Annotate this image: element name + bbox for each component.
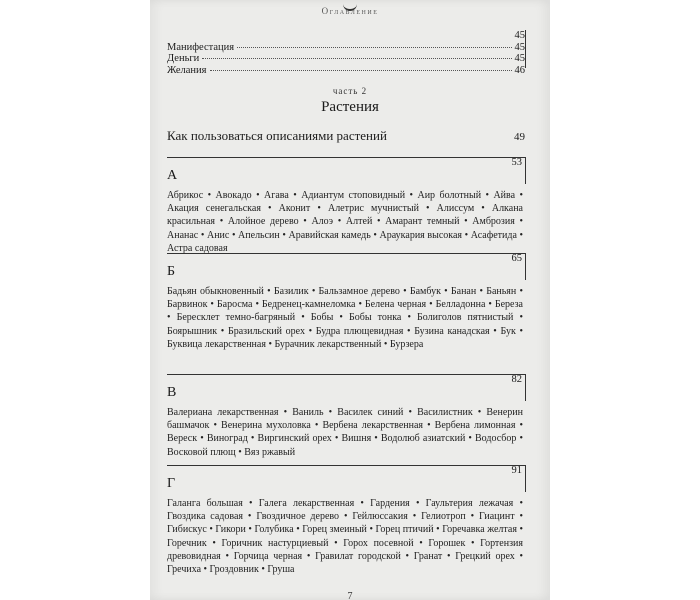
toc-row[interactable] (167, 53, 525, 65)
section-bracket (167, 374, 526, 401)
section-entries: Валериана лекарственная • Ваниль • Василек синий • Василистник • Венерин башмачок • Венерина мухоловка • Вербена лекарственная • Вербена лимонная • Вереск • Виноград • Виргинский орех • Вишня • Водолюб азиатский • Водосбор • Восковой плющ • Вяз ржавый (167, 407, 523, 458)
howto-page: 49 (514, 131, 525, 143)
toc-label: Манифестация (167, 41, 235, 53)
section-bracket (167, 157, 526, 184)
leader-dots (237, 47, 511, 48)
vertical-rule (525, 30, 526, 68)
running-title: Оглавление (321, 6, 379, 16)
section-a (167, 157, 525, 255)
section-v (167, 374, 525, 470)
part-title: Растения (321, 99, 379, 115)
section-g (167, 465, 525, 590)
howto-label: Как пользоваться описаниями растений (167, 128, 387, 143)
running-header (150, 6, 550, 16)
section-bracket (167, 253, 526, 280)
toc-page: 46 (514, 64, 525, 76)
top-toc-entries (167, 30, 525, 76)
part-label: часть 2 (332, 86, 368, 96)
section-letter: Г (167, 476, 176, 491)
toc-label: Деньги (167, 53, 200, 64)
toc-row[interactable] (167, 42, 525, 54)
section-entries: Галанга большая • Галега лекарственная • Гардения • Гаультерия лежачая • Гвоздика садовая • Гвоздичное дерево • Гейлюссакия • Гелиотроп • Гиацинт • Гибискус • Гикори • Голубика • Горец змеиный • Горец птичий • Горечавка желтая • Горечник • Горичник настурциевый • Горох посевной • Горошек • Гортензия древовидная • Горчица черная • Гравилат городской • Гранат • Грецкий орех • Гречиха • Гроздовник • Груша (167, 498, 523, 576)
section-entries: Абрикос • Авокадо • Агава • Адиантум стоповидный • Аир болотный • Айва • Акация сенегальская • Аконит • Алетрис мучнистый • Алиссум • Алкана красильная • Алойное дерево • Алоэ • Алтей • Амарант темный • Амброзия • Ананас • Анис • Апельсин • Аравийская камедь • Араукария высокая • Асафетида • Астра садовая (167, 190, 523, 254)
toc-label: Желания (167, 64, 207, 76)
toc-row[interactable] (167, 30, 525, 42)
leader-dots (202, 58, 511, 59)
toc-page: 45 (514, 30, 525, 41)
toc-row[interactable] (167, 65, 525, 77)
section-bracket (167, 465, 526, 492)
section-page[interactable]: 82 (511, 374, 522, 385)
howto-entry[interactable] (167, 128, 525, 144)
section-page[interactable]: 65 (511, 253, 522, 264)
section-entries: Бадьян обыкновенный • Базилик • Бальзамное дерево • Бамбук • Банан • Баньян • Барвинок • Баросма • Бедренец-камнеломка • Белена черная • Белладонна • Береза • Бересклет темно-багряный • Бобы • Бобы тонка • Болиголов пятнистый • Боярышник • Бразильский орех • Будра плющевидная • Бузина канадская • Бук • Буквица лекарственная • Бурачник лекарственный • Бурзера (167, 286, 523, 350)
section-page[interactable]: 53 (511, 157, 522, 168)
section-letter: А (167, 168, 178, 183)
section-b (167, 253, 525, 373)
toc-page: 45 (514, 53, 525, 64)
book-page (150, 0, 550, 600)
section-page[interactable]: 91 (511, 465, 522, 476)
toc-page: 45 (514, 41, 525, 53)
page-number: 7 (347, 591, 353, 600)
section-letter: Б (167, 264, 176, 279)
section-letter: В (167, 385, 177, 400)
leader-dots (210, 70, 512, 71)
